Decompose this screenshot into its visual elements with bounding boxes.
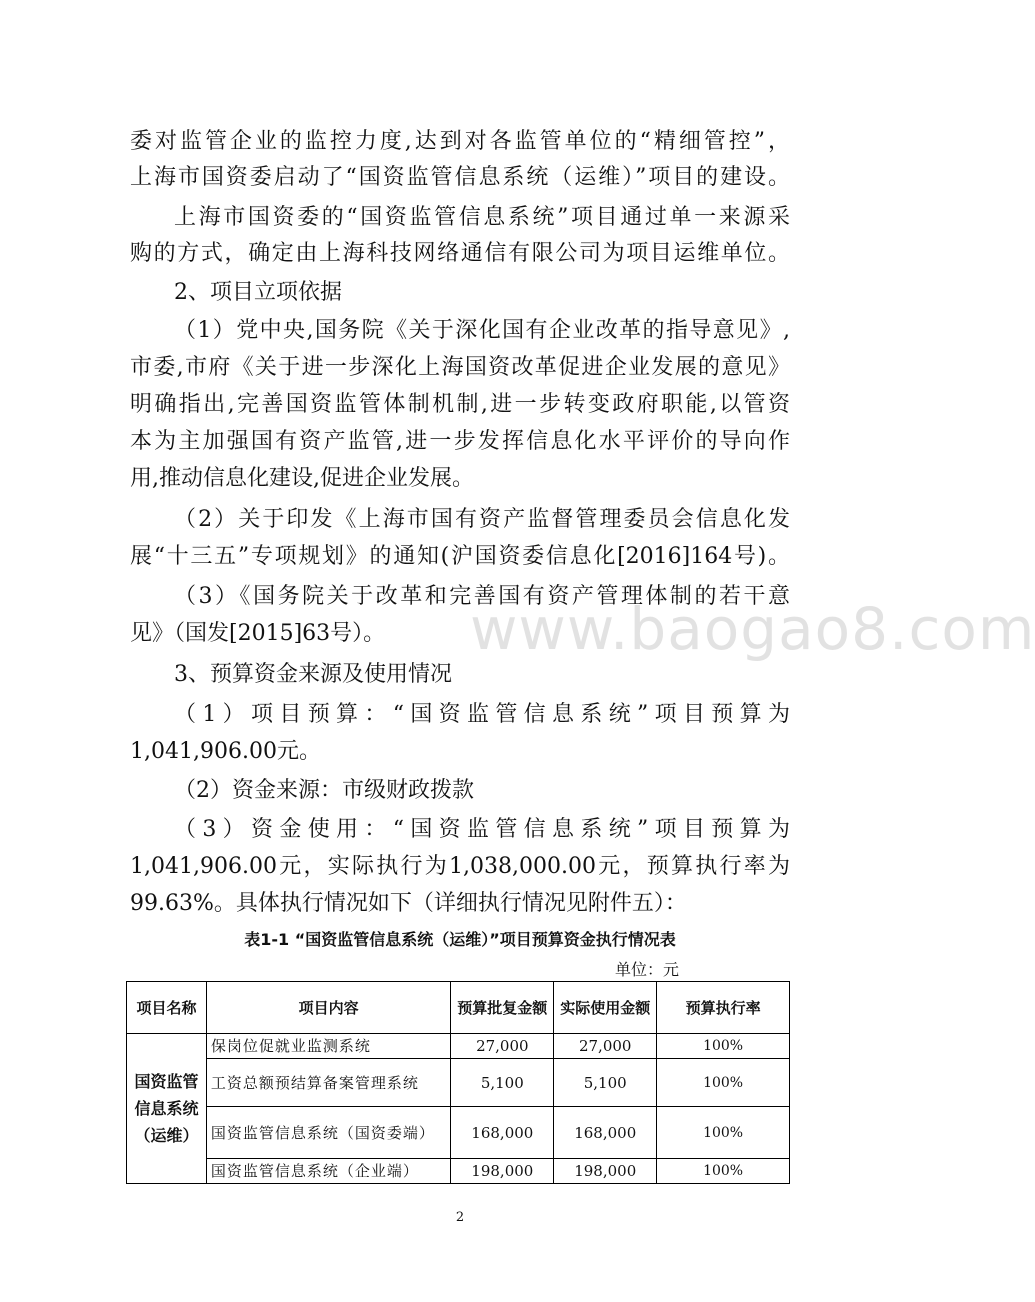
content-cell: 国资监管信息系统（企业端） <box>206 1159 450 1184</box>
body-text-line: （3）资金使用：“国资监管信息系统”项目预算为 <box>174 817 790 842</box>
body-text-line: 见》（国发[2015]63号）。 <box>130 621 386 646</box>
group-name-cell: 国资监管信息系统（运维） <box>127 1034 207 1184</box>
table-row <box>127 1107 790 1159</box>
budget-cell: 5,100 <box>451 1059 554 1107</box>
header-actual-spend: 实际使用金额 <box>554 982 657 1034</box>
body-text-line: （2）关于印发《上海市国有资产监督管理委员会信息化发 <box>174 507 790 532</box>
section-heading: 3、预算资金来源及使用情况 <box>174 662 452 687</box>
body-text-line: （3）《国务院关于改革和完善国有资产管理体制的若干意 <box>174 584 790 609</box>
content-cell: 保岗位促就业监测系统 <box>206 1034 450 1059</box>
rate-cell: 100% <box>657 1107 790 1159</box>
body-text-line: （1）党中央,国务院《关于深化国有企业改革的指导意见》, <box>174 318 790 343</box>
header-approved-budget: 预算批复金额 <box>451 982 554 1034</box>
section-heading: 2、项目立项依据 <box>174 280 342 305</box>
table-header-row <box>127 982 790 1034</box>
page-number: 2 <box>455 1210 465 1225</box>
body-text-line: （1）项目预算：“国资监管信息系统”项目预算为 <box>174 702 790 727</box>
body-text-line: 购的方式，确定由上海科技网络通信有限公司为项目运维单位。 <box>130 241 790 266</box>
budget-cell: 198,000 <box>451 1159 554 1184</box>
table-unit: 单位：元 <box>615 960 680 979</box>
body-text-line: 展“十三五”专项规划》的通知(沪国资委信息化[2016]164号)。 <box>130 544 790 569</box>
table-caption: 表1-1 “国资监管信息系统（运维）”项目预算资金执行情况表 <box>244 930 676 949</box>
content-cell: 国资监管信息系统（国资委端） <box>206 1107 450 1159</box>
actual-cell: 198,000 <box>554 1159 657 1184</box>
header-project-content: 项目内容 <box>206 982 450 1034</box>
actual-cell: 27,000 <box>554 1034 657 1059</box>
body-text-line: 本为主加强国有资产监管,进一步发挥信息化水平评价的导向作 <box>130 429 790 454</box>
actual-cell: 168,000 <box>554 1107 657 1159</box>
body-text-line: （2）资金来源：市级财政拨款 <box>174 778 474 803</box>
content-cell: 工资总额预结算备案管理系统 <box>206 1059 450 1107</box>
rate-cell: 100% <box>657 1159 790 1184</box>
budget-table <box>126 981 790 1184</box>
rate-cell: 100% <box>657 1034 790 1059</box>
header-execution-rate: 预算执行率 <box>657 982 790 1034</box>
table-row <box>127 1034 790 1059</box>
header-project-name: 项目名称 <box>127 982 207 1034</box>
body-text-line: 委对监管企业的监控力度,达到对各监管单位的“精细管控”， <box>130 129 790 154</box>
body-text-line: 市委,市府《关于进一步深化上海国资改革促进企业发展的意见》 <box>130 355 790 380</box>
body-text-line: 用,推动信息化建设,促进企业发展。 <box>130 466 474 491</box>
body-text-line: 上海市国资委的“国资监管信息系统”项目通过单一来源采 <box>174 205 790 230</box>
actual-cell: 5,100 <box>554 1059 657 1107</box>
watermark: www.baogao8.com <box>470 595 1035 663</box>
body-text-line: 1,041,906.00元，实际执行为1,038,000.00元，预算执行率为 <box>130 854 790 879</box>
table-row <box>127 1159 790 1184</box>
body-text-line: 1,041,906.00元。 <box>130 739 321 764</box>
budget-cell: 168,000 <box>451 1107 554 1159</box>
table-row <box>127 1059 790 1107</box>
budget-cell: 27,000 <box>451 1034 554 1059</box>
body-text-line: 99.63%。具体执行情况如下（详细执行情况见附件五）： <box>130 891 687 916</box>
body-text-line: 明确指出,完善国资监管体制机制,进一步转变政府职能,以管资 <box>130 392 790 417</box>
body-text-line: 上海市国资委启动了“国资监管信息系统（运维）”项目的建设。 <box>130 165 790 190</box>
rate-cell: 100% <box>657 1059 790 1107</box>
